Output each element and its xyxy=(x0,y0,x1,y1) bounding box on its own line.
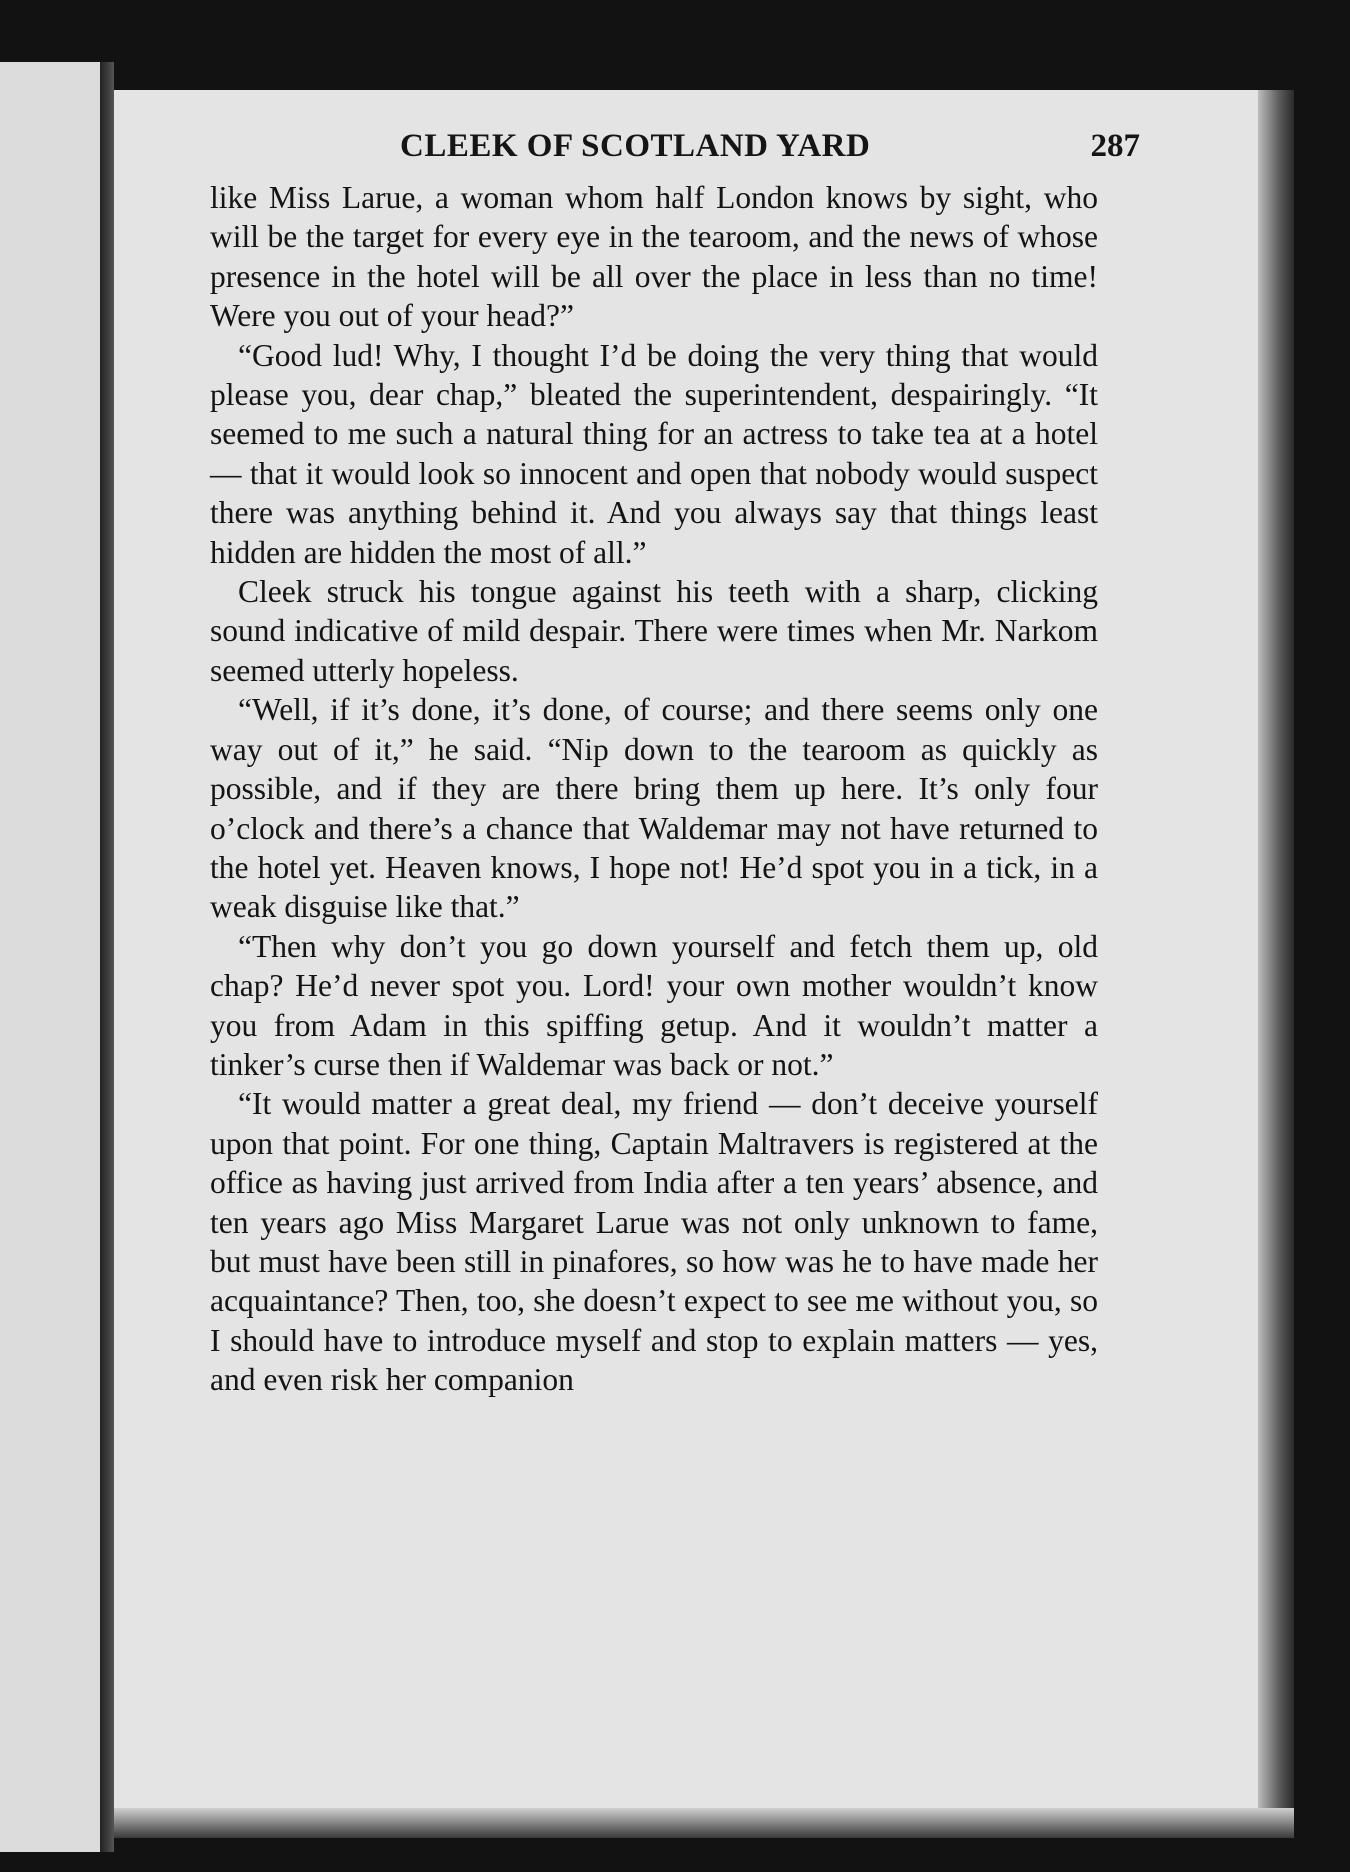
page-bottom-shadow xyxy=(114,1808,1294,1838)
running-title: CLEEK OF SCOTLAND YARD xyxy=(400,128,871,164)
facing-page-edge xyxy=(0,62,100,1852)
body-text xyxy=(210,178,1098,1400)
paragraph: “Good lud! Why, I thought I’d be doing the very thing that would please you, dear chap,” bleated the superintendent, despairingly. “It seemed to me such a natural thing for an actress to take tea at a hotel — that it would look so innocent and open that nobody would suspect there was anything behind it. And you always say that things least hidden are hidden the most of all.” xyxy=(210,337,1098,570)
running-head xyxy=(280,128,1140,172)
book-spine xyxy=(100,62,114,1852)
paragraph: Cleek struck his tongue against his teeth with a sharp, clicking sound indicative of mild despair. There were times when Mr. Narkom seemed utterly hopeless. xyxy=(210,574,1098,688)
paragraph: like Miss Larue, a woman whom half London knows by sight, who will be the target for every eye in the tearoom, and the news of whose presence in the hotel will be all over the place in less than no time! Were you out of your head?” xyxy=(210,180,1098,334)
page-edge-shadow xyxy=(1258,90,1294,1838)
paragraph: “It would matter a great deal, my friend — don’t deceive yourself upon that point. For one thing, Captain Maltravers is registered at the office as having just arrived from India after a ten years’ absence, and ten years ago Miss Margaret Larue was not only unknown to fame, but must have been still in pinafores, so how was he to have made her acquaintance? Then, too, she doesn’t expect to see me without you, so I should have to introduce myself and stop to explain matters — yes, and even risk her companion xyxy=(210,1086,1098,1398)
page-number: 287 xyxy=(1090,128,1140,164)
paragraph: “Then why don’t you go down yourself and fetch them up, old chap? He’d never spot you. Lord! your own mother wouldn’t know you from Adam in this spiffing getup. And it wouldn’t matter a tinker’s curse then if Waldemar was back or not.” xyxy=(210,928,1098,1082)
paragraph: “Well, if it’s done, it’s done, of course; and there seems only one way out of it,” he said. “Nip down to the tearoom as quickly as possible, and if they are there bring them up here. It’s only four o’clock and there’s a chance that Waldemar may not have returned to the hotel yet. Heaven knows, I hope not! He’d spot you in a tick, in a weak disguise like that.” xyxy=(210,692,1098,925)
